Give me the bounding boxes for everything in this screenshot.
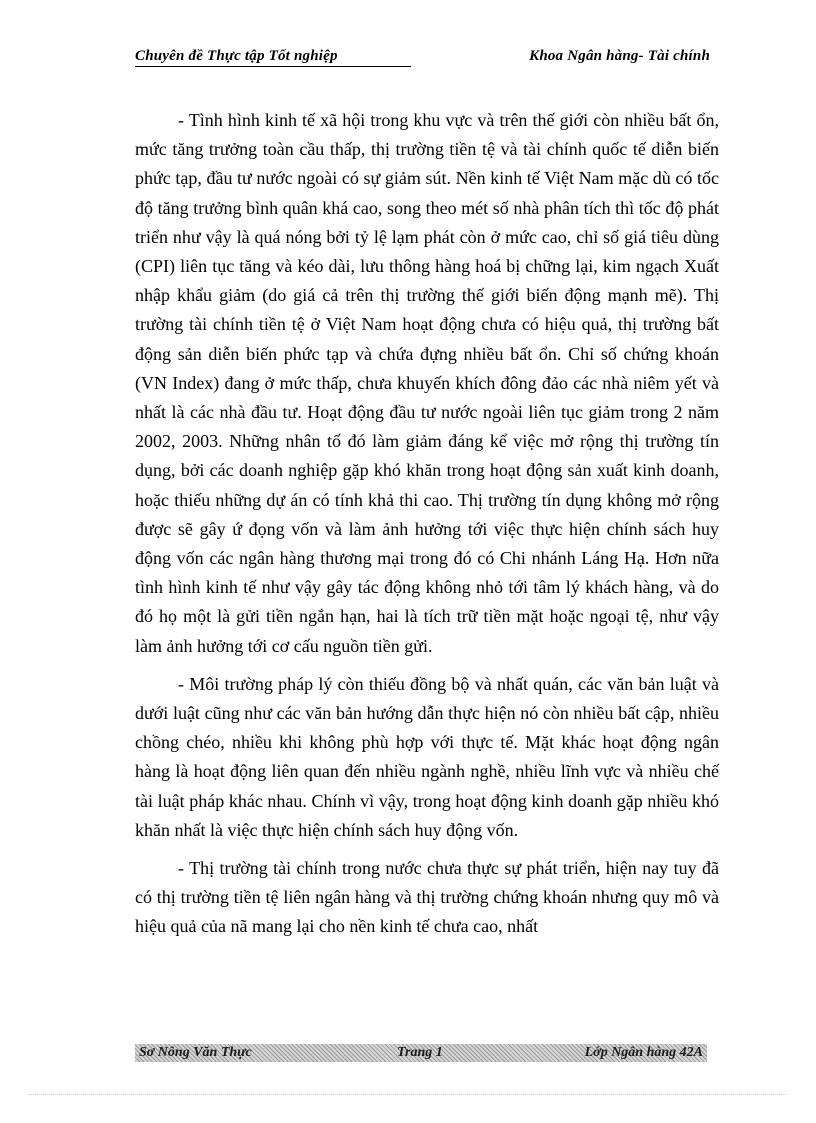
paragraph-economic-situation: - Tình hình kinh tế xã hội trong khu vực và trên thế giới còn nhiều bất ổn, mức tăng trưởng toàn cầu thấp, thị trường tiền tệ và tài chính quốc tế diễn biến phức tạp, đầu tư nước ngoài có sự giảm sút. Nền kinh tế Việt Nam mặc dù có tốc độ tăng trưởng bình quân khá cao, song theo mét số nhà phân tích thì tốc độ phát triển như vậy là quá nóng bởi tỷ lệ lạm phát còn ở mức cao, chỉ số giá tiêu dùng (CPI) liên tục tăng và kéo dài, lưu thông hàng hoá bị chững lại, kim ngạch Xuất nhập khẩu giảm (do giá cả trên thị trường thế giới biến động mạnh mẽ). Thị trường tài chính tiền tệ ở Việt Nam hoạt động chưa có hiệu quả, thị trường bất động sản diễn biến phức tạp và chứa đựng nhiều bất ổn. Chỉ số chứng khoán (VN Index) đang ở mức thấp, chưa khuyến khích đông đảo các nhà niêm yết và nhất là các nhà đầu tư. Hoạt động đầu tư nước ngoài liên tục giảm trong 2 năm 2002, 2003. Những nhân tố đó làm giảm đáng kể việc mở rộng thị trường tín dụng, bởi các doanh nghiệp gặp khó khăn trong hoạt động sản xuất kinh doanh, hoặc thiếu những dự án có tính khả thi cao. Thị trường tín dụng không mở rộng được sẽ gây ứ đọng vốn và làm ảnh hưởng tới việc thực hiện chính sách huy động vốn các ngân hàng thương mại trong đó có Chi nhánh Láng Hạ. Hơn nữa tình hình kinh tế như vậy gây tác động không nhỏ tới tâm lý khách hàng, và do đó họ một là gửi tiền ngắn hạn, hai là tích trữ tiền mặt hoặc ngoại tệ, như vậy làm ảnh hưởng tới cơ cấu nguồn tiền gửi. (135, 110, 719, 656)
footer-author: Sơ Nông Văn Thực (139, 1045, 252, 1060)
paragraph-legal-environment: - Môi trường pháp lý còn thiếu đồng bộ và nhất quán, các văn bản luật và dưới luật cũng như các văn bản hướng dẫn thực hiện nó còn nhiều bất cập, nhiều chồng chéo, nhiều khi không phù hợp với thực tế. Mặt khác hoạt động ngân hàng là hoạt động liên quan đến nhiều ngành nghề, nhiều lĩnh vực và nhiều chế tài luật pháp khác nhau. Chính vì vậy, trong hoạt động kinh doanh gặp nhiều khó khăn nhất là việc thực hiện chính sách huy động vốn. (135, 673, 719, 840)
page-bottom-divider (28, 1094, 788, 1095)
page-header (135, 48, 710, 70)
paragraph-financial-market: - Thị trường tài chính trong nước chưa thực sự phát triển, hiện nay tuy đã có thị trường tiền tệ liên ngân hàng và thị trường chứng khoán nhưng quy mô và hiệu quả của nã mang lại cho nền kinh tế chưa cao, nhất (135, 858, 719, 937)
footer-page-number: Trang 1 (397, 1045, 443, 1060)
header-title-left: Chuyên đề Thực tập Tốt nghiệp (135, 48, 411, 67)
header-title-right: Khoa Ngân hàng- Tài chính (529, 48, 710, 64)
page-footer (135, 1044, 707, 1062)
document-body (135, 106, 719, 951)
footer-class: Lớp Ngân hàng 42A (584, 1045, 703, 1060)
